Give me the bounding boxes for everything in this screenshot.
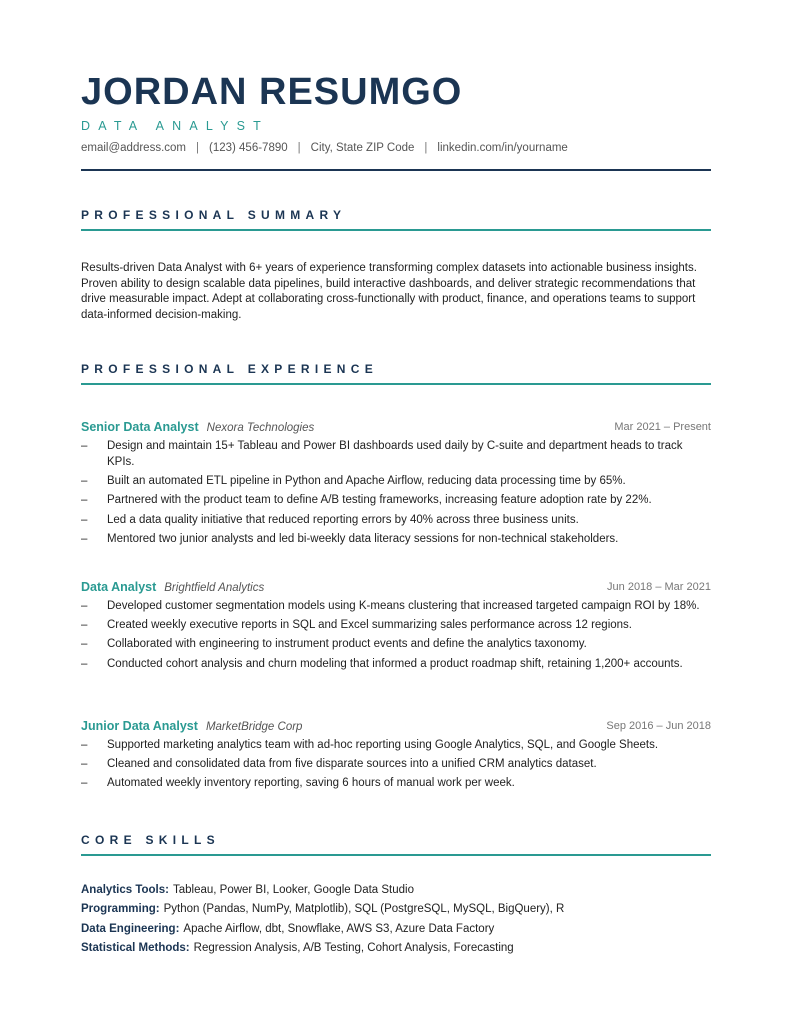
skill-row: [81, 921, 711, 937]
experience-heading: PROFESSIONAL EXPERIENCE: [81, 362, 379, 376]
contact-separator: |: [196, 142, 199, 154]
skill-row: [81, 882, 711, 898]
bullet-item: [81, 438, 711, 470]
bullet-item: [81, 531, 711, 547]
job-position: Junior Data Analyst: [81, 719, 198, 733]
skills-heading: CORE SKILLS: [81, 833, 220, 847]
skill-value: Tableau, Power BI, Looker, Google Data Studio: [172, 884, 414, 896]
bullet-dash: –: [81, 657, 88, 670]
bullet-dash: –: [81, 777, 88, 790]
candidate-name: JORDAN RESUMGO: [81, 71, 463, 113]
bullet-text: Supported marketing analytics team with ad-hoc reporting using Google Analytics, SQL, and Google Sheets.: [107, 739, 659, 751]
skill-row: [81, 901, 711, 917]
skill-row: [81, 940, 711, 956]
contact-linkedin: linkedin.com/in/yourname: [437, 142, 568, 154]
job-title-subtitle: DATA ANALYST: [81, 119, 270, 133]
job-position: Senior Data Analyst: [81, 420, 199, 434]
job-bullets: [81, 438, 711, 547]
experience-divider: [81, 383, 711, 385]
bullet-text: Partnered with the product team to define A/B testing frameworks, increasing feature adoption rate by 22%.: [107, 494, 652, 507]
header-divider: [81, 169, 711, 171]
skill-value: Apache Airflow, dbt, Snowflake, AWS S3, Azure Data Factory: [183, 922, 495, 935]
skills-divider: [81, 854, 711, 856]
contact-location: City, State ZIP Code: [310, 142, 415, 154]
contact-separator: |: [297, 142, 301, 154]
contact-email: email@address.com: [81, 142, 186, 154]
bullet-dash: –: [81, 600, 88, 612]
job-header: [81, 719, 711, 737]
bullet-item: [81, 756, 711, 772]
bullet-item: [81, 598, 711, 614]
skill-label: Programming:: [81, 903, 160, 916]
summary-heading: PROFESSIONAL SUMMARY: [81, 208, 347, 222]
job-header: [81, 420, 711, 438]
job-company: Nexora Technologies: [206, 422, 315, 434]
contact-line: [81, 142, 568, 154]
bullet-text: Conducted cohort analysis and churn modeling that informed a product roadmap shift, retaining 1,200+ accounts.: [107, 657, 683, 670]
skills-list: [81, 882, 711, 959]
bullet-text: Developed customer segmentation models using K-means clustering that increased targeted campaign ROI by 18%.: [107, 600, 700, 612]
bullet-item: [81, 775, 711, 791]
skill-value: Regression Analysis, A/B Testing, Cohort Analysis, Forecasting: [193, 941, 514, 954]
job-dates: Sep 2016 – Jun 2018: [606, 720, 711, 732]
bullet-item: [81, 492, 711, 508]
bullet-dash: –: [81, 532, 88, 545]
bullet-dash: –: [81, 513, 88, 526]
bullet-text: Mentored two junior analysts and led bi-weekly data literacy sessions for non-technical stakeholders.: [107, 532, 619, 545]
skill-value: Python (Pandas, NumPy, Matplotlib), SQL (PostgreSQL, MySQL, BigQuery), R: [163, 903, 565, 916]
bullet-text: Created weekly executive reports in SQL and Excel summarizing sales performance across 12 regions.: [107, 619, 632, 632]
job-bullets: [81, 598, 711, 672]
bullet-dash: –: [81, 494, 88, 507]
summary-divider: [81, 229, 711, 231]
bullet-item: [81, 656, 711, 672]
job-dates: Mar 2021 – Present: [614, 421, 711, 433]
summary-text: Results-driven Data Analyst with 6+ years of experience transforming complex datasets into actionable business insights. Proven ability to design scalable data pipelines, build interactive dashboards, and deliver strategic recommendations that drive measurable impact. Adept at collaborating cross-functionally with product, finance, and operations teams to support data-informed decision-making.: [81, 262, 697, 322]
job-entry: [81, 719, 711, 795]
bullet-item: [81, 473, 711, 489]
job-company: MarketBridge Corp: [205, 721, 303, 733]
bullet-text: Design and maintain 15+ Tableau and Power BI dashboards used daily by C-suite and department heads to track KPIs.: [107, 440, 683, 468]
contact-phone: (123) 456-7890: [209, 142, 288, 154]
job-dates: Jun 2018 – Mar 2021: [607, 581, 711, 593]
bullet-dash: –: [81, 758, 88, 771]
job-header: [81, 580, 711, 598]
bullet-dash: –: [81, 739, 88, 751]
bullet-text: Cleaned and consolidated data from five disparate sources into a unified CRM analytics dataset.: [107, 758, 597, 771]
bullet-text: Automated weekly inventory reporting, saving 6 hours of manual work per week.: [107, 777, 515, 790]
skill-label: Statistical Methods:: [81, 941, 190, 954]
bullet-item: [81, 737, 711, 753]
contact-separator: |: [424, 142, 428, 154]
bullet-text: Led a data quality initiative that reduced reporting errors by 40% across three business units.: [107, 513, 579, 526]
bullet-item: [81, 617, 711, 633]
bullet-text: Built an automated ETL pipeline in Python and Apache Airflow, reducing data processing time by 65%.: [107, 475, 626, 488]
job-position: Data Analyst: [81, 580, 157, 594]
bullet-item: [81, 512, 711, 528]
job-entry: [81, 580, 711, 675]
job-company: Brightfield Analytics: [164, 582, 265, 594]
bullet-dash: –: [81, 475, 88, 488]
bullet-dash: –: [81, 619, 88, 632]
bullet-dash: –: [81, 440, 88, 452]
skill-label: Analytics Tools:: [81, 884, 169, 896]
bullet-item: [81, 636, 711, 652]
skill-label: Data Engineering:: [81, 922, 180, 935]
bullet-dash: –: [81, 638, 88, 651]
bullet-text: Collaborated with engineering to instrument product events and define the analytics taxonomy.: [107, 638, 587, 651]
job-entry: [81, 420, 711, 550]
job-bullets: [81, 737, 711, 791]
